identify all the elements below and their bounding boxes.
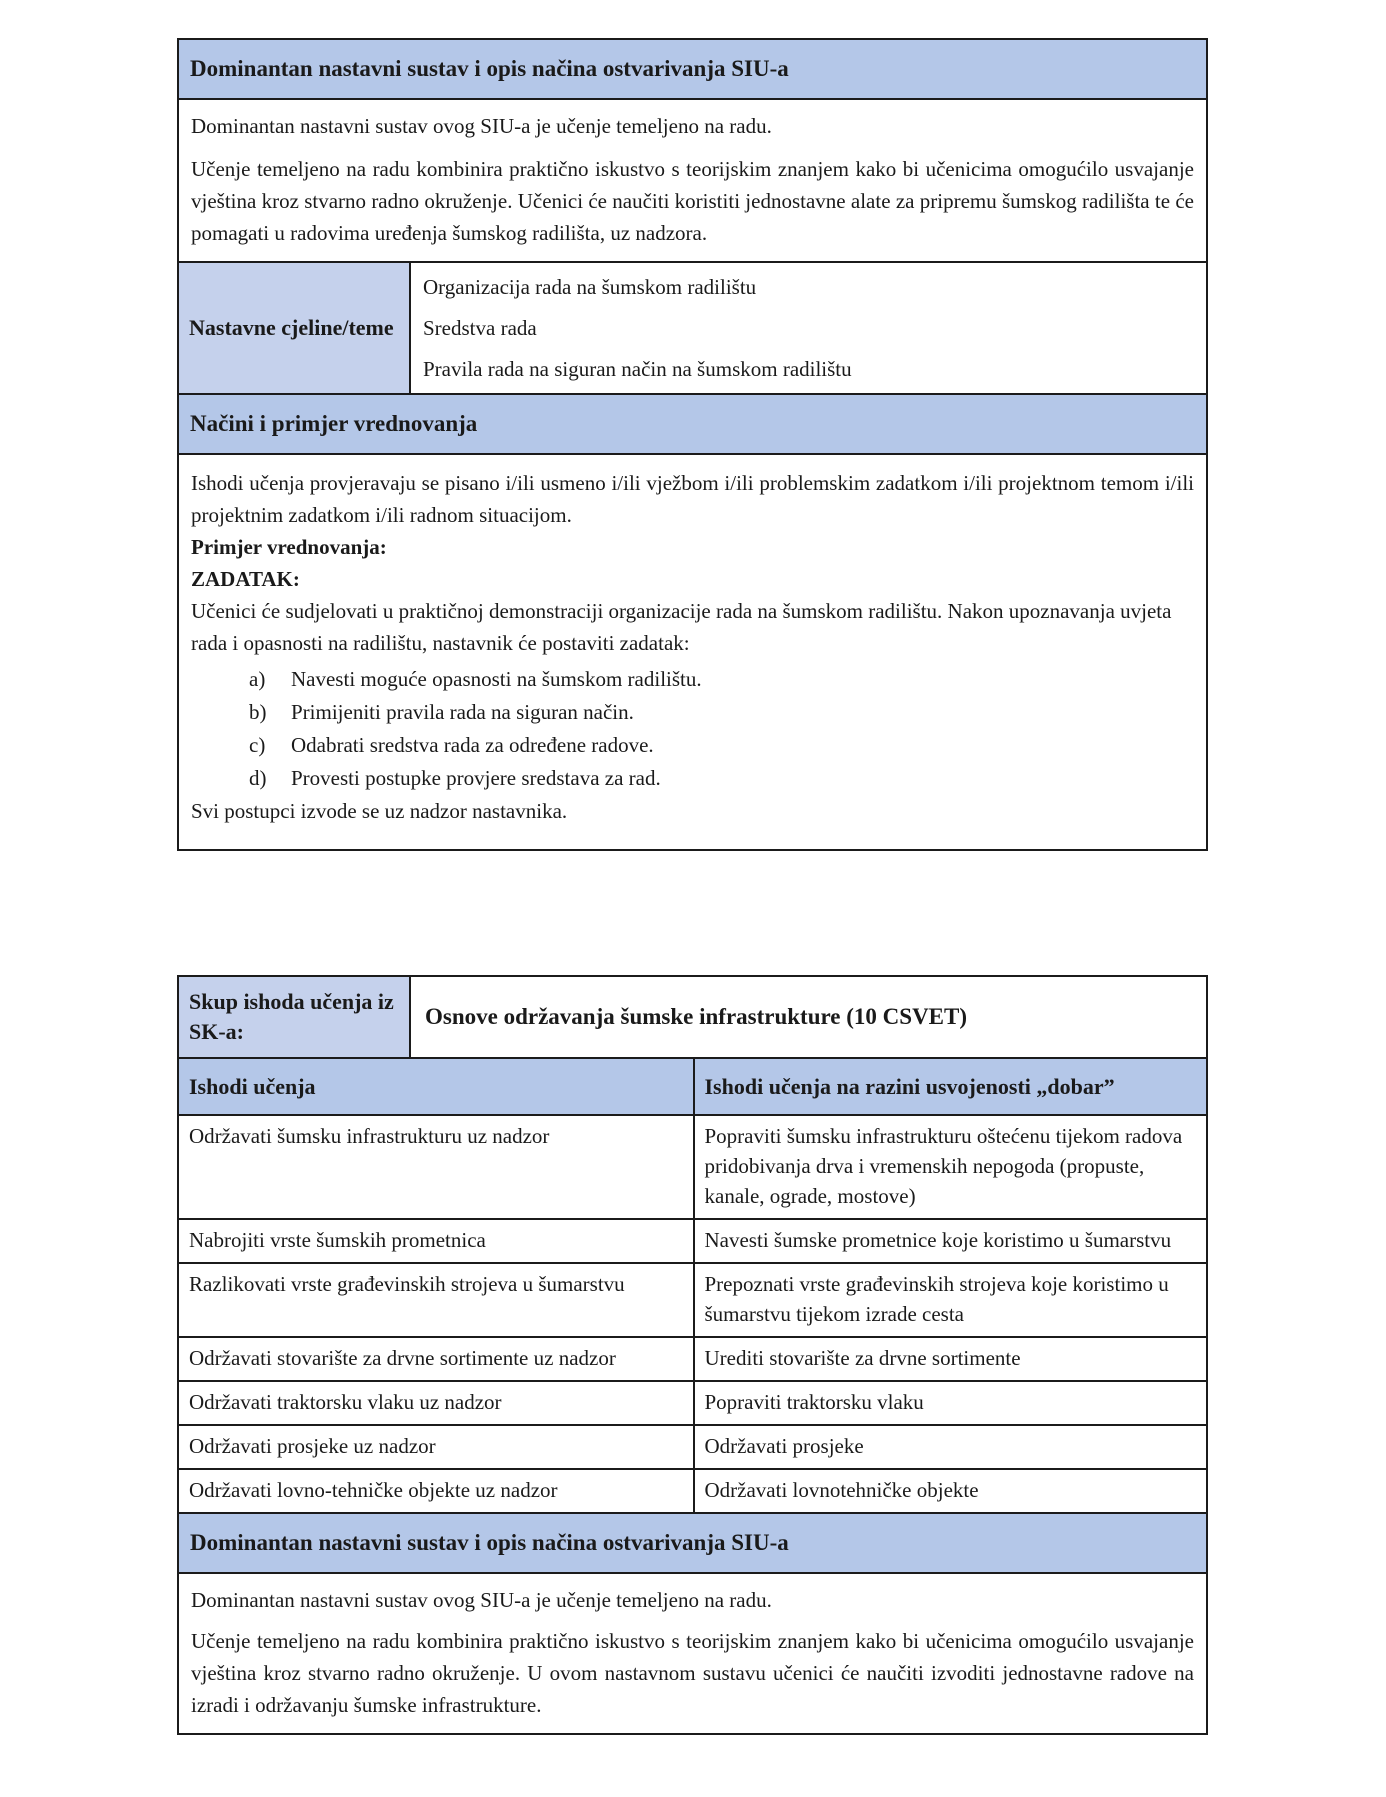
outcome-cell-left: Održavati lovno-tehničke objekte uz nadzor: [189, 1478, 558, 1502]
task-label: ZADATAK:: [191, 567, 300, 591]
assessment-section: [179, 453, 1206, 849]
outcome-row: [179, 1468, 1206, 1512]
outro-paragraph-1: Dominantan nastavni sustav ovog SIU-a je učenje temeljeno na radu.: [191, 1588, 772, 1612]
task-list-item: [249, 729, 1194, 761]
dominant-system-description: [179, 98, 1206, 261]
teaching-units-list: [409, 263, 1206, 393]
siu-table-outcomes: [177, 975, 1208, 1735]
outcome-cell-right: Popraviti traktorsku vlaku: [693, 1382, 1207, 1424]
siu-table-realization: [177, 38, 1208, 851]
outcome-row: [179, 1114, 1206, 1218]
task-item-text: Odabrati sredstva rada za određene radove.: [291, 733, 654, 757]
outcome-cell-left: Održavati traktorsku vlaku uz nadzor: [189, 1390, 502, 1414]
outcomes-header-row: [179, 1057, 1206, 1114]
outcome-row: [179, 1336, 1206, 1380]
task-item-text: Primijeniti pravila rada na siguran način.: [291, 700, 634, 724]
outcome-cell-left: Održavati šumsku infrastrukturu uz nadzor: [189, 1124, 550, 1148]
outcomes-column-header-right: Ishodi učenja na razini usvojenosti „dobar”: [693, 1059, 1207, 1114]
task-item-text: Navesti moguće opasnosti na šumskom radilištu.: [291, 667, 702, 691]
outcome-row: [179, 1262, 1206, 1336]
outcomes-column-header-left: Ishodi učenja: [179, 1059, 693, 1114]
teaching-unit-item: Organizacija rada na šumskom radilištu: [423, 275, 757, 299]
dominant-system-description-2: [179, 1572, 1206, 1733]
sk-row: [179, 977, 1206, 1057]
outcome-row: [179, 1218, 1206, 1262]
outcome-cell-right: Održavati prosjeke: [693, 1426, 1207, 1468]
section-header-assessment: Načini i primjer vrednovanja: [179, 393, 1206, 453]
task-item-marker: b): [249, 700, 267, 724]
sk-value: Osnove održavanja šumske infrastrukture (10 CSVET): [409, 977, 1206, 1057]
sk-label: Skup ishoda učenja iz SK-a:: [179, 977, 409, 1057]
task-list-item: [249, 663, 1194, 695]
section-header-dominant-system-2: Dominantan nastavni sustav i opis načina ostvarivanja SIU-a: [179, 1512, 1206, 1572]
task-list: [191, 663, 1194, 794]
outcome-cell-right: Prepoznati vrste građevinskih strojeva koje koristimo u šumarstvu tijekom izrade cesta: [693, 1264, 1207, 1336]
teaching-units-label: Nastavne cjeline/teme: [179, 263, 409, 393]
task-list-item: [249, 696, 1194, 728]
teaching-unit-item: Sredstva rada: [423, 316, 537, 340]
intro-paragraph-2: Učenje temeljeno na radu kombinira praktično iskustvo s teorijskim znanjem kako bi učenicima omogućilo usvajanje vještina kroz stvarno radno okruženje. Učenici će naučiti koristiti jednostavne alate za pripremu šumskog radilišta te će pomagati u radovima uređenja šumskog radilišta, uz nadzora.: [191, 157, 1194, 245]
outro-paragraph-2: Učenje temeljeno na radu kombinira praktično iskustvo s teorijskim znanjem kako bi učenicima omogućilo usvajanje vještina kroz stvarno radno okruženje. U ovom nastavnom sustavu učenici će naučiti izvoditi jednostavne radove na izradi i održavanju šumske infrastrukture.: [191, 1629, 1194, 1717]
teaching-unit-item: Pravila rada na siguran način na šumskom radilištu: [423, 357, 852, 381]
outcome-cell-right: Popraviti šumsku infrastrukturu oštećenu tijekom radova pridobivanja drva i vremenskih nepogoda (propuste, kanale, ograde, mostove): [693, 1116, 1207, 1218]
assessment-example-label: Primjer vrednovanja:: [191, 535, 387, 559]
assessment-methods-paragraph: Ishodi učenja provjeravaju se pisano i/ili usmeno i/ili vježbom i/ili problemskim zadatkom i/ili projektnom temom i/ili projektnim zadatkom i/ili radnom situacijom.: [191, 471, 1194, 527]
outcome-cell-right: Održavati lovnotehničke objekte: [693, 1470, 1207, 1512]
task-list-item: [249, 762, 1194, 794]
task-item-marker: d): [249, 766, 267, 790]
outcome-cell-left: Održavati prosjeke uz nadzor: [189, 1434, 436, 1458]
outcome-cell-right: Navesti šumske prometnice koje koristimo u šumarstvu: [693, 1220, 1207, 1262]
outcome-row: [179, 1380, 1206, 1424]
outcome-cell-left: Nabrojiti vrste šumskih prometnica: [189, 1228, 486, 1252]
teaching-units-row: [179, 261, 1206, 393]
task-item-marker: c): [249, 733, 266, 757]
outcome-cell-right: Urediti stovarište za drvne sortimente: [693, 1338, 1207, 1380]
outcome-row: [179, 1424, 1206, 1468]
assessment-closing-paragraph: Svi postupci izvode se uz nadzor nastavnika.: [191, 799, 568, 823]
task-item-marker: a): [249, 667, 266, 691]
task-item-text: Provesti postupke provjere sredstava za rad.: [291, 766, 661, 790]
task-intro-paragraph: Učenici će sudjelovati u praktičnoj demonstraciji organizacije rada na šumskom radilištu. Nakon upoznavanja uvjeta rada i opasnosti na radilištu, nastavnik će postaviti zadatak:: [191, 599, 1172, 655]
section-header-dominant-system: Dominantan nastavni sustav i opis načina ostvarivanja SIU-a: [179, 40, 1206, 98]
intro-paragraph-1: Dominantan nastavni sustav ovog SIU-a je učenje temeljeno na radu.: [191, 114, 772, 138]
outcome-cell-left: Razlikovati vrste građevinskih strojeva u šumarstvu: [189, 1272, 625, 1296]
outcome-cell-left: Održavati stovarište za drvne sortimente uz nadzor: [189, 1346, 616, 1370]
